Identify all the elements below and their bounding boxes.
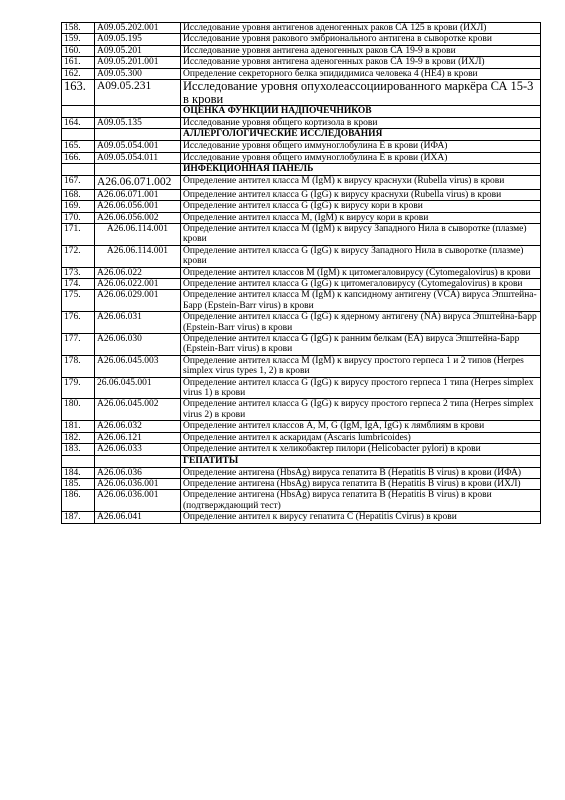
service-code: А26.06.022 bbox=[95, 267, 181, 278]
service-code: А26.06.045.003 bbox=[95, 355, 181, 377]
row-number: 169. bbox=[62, 201, 95, 212]
row-number: 175. bbox=[62, 290, 95, 312]
service-name: Определение антител к хеликобактер пилори (Helicobacter pylori) в крови bbox=[181, 444, 541, 455]
table-row bbox=[62, 45, 541, 56]
row-number: 182. bbox=[62, 432, 95, 443]
service-name: Определение антител класса G (IgG) к вирусу простого герпеса 1 типа (Herpes simplex virus 1) в крови bbox=[181, 377, 541, 399]
row-number: 166. bbox=[62, 152, 95, 163]
row-number: 173. bbox=[62, 267, 95, 278]
service-code: А26.06.071.001 bbox=[95, 189, 181, 200]
service-code: А26.06.114.001 bbox=[95, 223, 181, 245]
service-name: Определение антител класса G (IgG) к цитомегаловирусу (Cytomegalovirus) в крови bbox=[181, 279, 541, 290]
table-row bbox=[62, 176, 541, 190]
table-row bbox=[62, 312, 541, 334]
service-name: Определение антигена (HbsAg) вируса гепатита В (Hepatitis В virus) в крови (ИХЛ) bbox=[181, 478, 541, 489]
table-row bbox=[62, 152, 541, 163]
section-header-row bbox=[62, 455, 541, 467]
service-name: Определение антител класса М (IgM) к капсидному антигену (VCA) вируса Эпштейна-Барр (Epstein-Barr virus) в крови bbox=[181, 290, 541, 312]
empty-cell bbox=[62, 455, 95, 467]
service-code: А09.05.054.011 bbox=[95, 152, 181, 163]
service-name: Исследование уровня общего кортизола в крови bbox=[181, 118, 541, 129]
service-code: А26.06.056.002 bbox=[95, 212, 181, 223]
table-row bbox=[62, 467, 541, 478]
service-code: А09.05.201 bbox=[95, 45, 181, 56]
table-row bbox=[62, 377, 541, 399]
service-name: Исследование уровня антигенов аденогенных раков СА 125 в крови (ИХЛ) bbox=[181, 23, 541, 34]
service-name: Исследование уровня антигена аденогенных раков СА 19-9 в крови (ИХЛ) bbox=[181, 57, 541, 68]
services-table-body bbox=[62, 23, 541, 524]
table-row bbox=[62, 80, 541, 106]
empty-cell bbox=[62, 164, 95, 176]
service-name: Исследование уровня опухолеассоциированного маркёра СА 15-3 в крови bbox=[181, 80, 541, 106]
service-code: А09.05.195 bbox=[95, 34, 181, 45]
service-code: А26.06.036.001 bbox=[95, 478, 181, 489]
service-name: Определение антител класса М (IgM) к вирусу простого герпеса 1 и 2 типов (Herpes simplex virus types 1, 2) в крови bbox=[181, 355, 541, 377]
service-name: Определение антигена (HbsAg) вируса гепатита В (Hepatitis В virus) в крови (подтверждающий тест) bbox=[181, 490, 541, 512]
section-title: АЛЛЕРГОЛОГИЧЕСКИЕ ИССЛЕДОВАНИЯ bbox=[181, 129, 541, 141]
service-name: Определение антител класса G (IgG) к вирусу простого герпеса 2 типа (Herpes simplex virus 2) в крови bbox=[181, 399, 541, 421]
service-name: Исследование уровня общего иммуноглобулина Е в крови (ИФА) bbox=[181, 141, 541, 152]
service-name: Определение антител класса G (IgG) к вирусу Западного Нила в сыворотке (плазме) крови bbox=[181, 245, 541, 267]
service-name: Определение антител класса М (IgM) к вирусу Западного Нила в сыворотке (плазме) крови bbox=[181, 223, 541, 245]
section-title: ГЕПАТИТЫ bbox=[181, 455, 541, 467]
row-number: 179. bbox=[62, 377, 95, 399]
row-number: 170. bbox=[62, 212, 95, 223]
table-row bbox=[62, 34, 541, 45]
row-number: 159. bbox=[62, 34, 95, 45]
service-name: Исследование уровня ракового эмбрионального антигена в сыворотке крови bbox=[181, 34, 541, 45]
row-number: 187. bbox=[62, 512, 95, 523]
section-title: ОЦЕНКА ФУНКЦИИ НАДПОЧЕЧНИКОВ bbox=[181, 106, 541, 118]
table-row bbox=[62, 512, 541, 523]
service-code: А26.06.022.001 bbox=[95, 279, 181, 290]
service-name: Определение антител класса G (IgG) к вирусу кори в крови bbox=[181, 201, 541, 212]
service-code: А26.06.032 bbox=[95, 421, 181, 432]
row-number: 164. bbox=[62, 118, 95, 129]
service-name: Определение антител класса М (IgM) к вирусу краснухи (Rubella virus) в крови bbox=[181, 176, 541, 190]
section-header-row bbox=[62, 106, 541, 118]
service-code: А26.06.045.002 bbox=[95, 399, 181, 421]
service-name: Определение антител класса G (IgG) к ядерному антигену (NA) вируса Эпштейна-Барр (Epstein-Barr virus) в крови bbox=[181, 312, 541, 334]
row-number: 160. bbox=[62, 45, 95, 56]
table-row bbox=[62, 118, 541, 129]
row-number: 158. bbox=[62, 23, 95, 34]
service-name: Определение антител классов М (IgM) к цитомегаловирусу (Cytomegalovirus) в крови bbox=[181, 267, 541, 278]
service-name: Определение антител класса G (IgG) к ранним белкам (EA) вируса Эпштейна-Барр (Epstein-Barr virus) в крови bbox=[181, 334, 541, 356]
table-row bbox=[62, 334, 541, 356]
table-row bbox=[62, 399, 541, 421]
table-row bbox=[62, 444, 541, 455]
empty-cell bbox=[62, 106, 95, 118]
table-row bbox=[62, 189, 541, 200]
empty-cell bbox=[95, 129, 181, 141]
table-row bbox=[62, 201, 541, 212]
table-row bbox=[62, 141, 541, 152]
service-code: А26.06.121 bbox=[95, 432, 181, 443]
section-title: ИНФЕКЦИОННАЯ ПАНЕЛЬ bbox=[181, 164, 541, 176]
empty-cell bbox=[95, 106, 181, 118]
row-number: 161. bbox=[62, 57, 95, 68]
service-code: 26.06.045.001 bbox=[95, 377, 181, 399]
service-code: А26.06.031 bbox=[95, 312, 181, 334]
row-number: 172. bbox=[62, 245, 95, 267]
service-name: Определение антител к аскаридам (Ascaris lumbricoides) bbox=[181, 432, 541, 443]
table-row bbox=[62, 478, 541, 489]
section-header-row bbox=[62, 129, 541, 141]
service-name: Определение антител класса М, (IgM) к вирусу кори в крови bbox=[181, 212, 541, 223]
table-row bbox=[62, 267, 541, 278]
row-number: 165. bbox=[62, 141, 95, 152]
service-name: Определение антител к вирусу гепатита С (Hepatitis Cvirus) в крови bbox=[181, 512, 541, 523]
table-row bbox=[62, 212, 541, 223]
service-code: А26.06.071.002 bbox=[95, 176, 181, 190]
row-number: 176. bbox=[62, 312, 95, 334]
service-name: Определение антител класса G (IgG) к вирусу краснухи (Rubella virus) в крови bbox=[181, 189, 541, 200]
table-row bbox=[62, 421, 541, 432]
row-number: 184. bbox=[62, 467, 95, 478]
section-header-row bbox=[62, 164, 541, 176]
service-name: Определение секреторного белка эпидидимиса человека 4 (HE4) в крови bbox=[181, 68, 541, 79]
table-row bbox=[62, 245, 541, 267]
table-row bbox=[62, 432, 541, 443]
row-number: 167. bbox=[62, 176, 95, 190]
row-number: 174. bbox=[62, 279, 95, 290]
table-row bbox=[62, 490, 541, 512]
service-name: Определение антител классов А, М, G (IgM, IgA, IgG) к лямблиям в крови bbox=[181, 421, 541, 432]
service-code: А26.06.030 bbox=[95, 334, 181, 356]
service-code: А26.06.056.001 bbox=[95, 201, 181, 212]
service-name: Исследование уровня общего иммуноглобулина Е в крови (ИХА) bbox=[181, 152, 541, 163]
row-number: 163. bbox=[62, 80, 95, 106]
table-row bbox=[62, 290, 541, 312]
service-code: А09.05.202.001 bbox=[95, 23, 181, 34]
service-code: А09.05.231 bbox=[95, 80, 181, 106]
table-row bbox=[62, 355, 541, 377]
services-table bbox=[61, 22, 541, 524]
service-code: А09.05.054.001 bbox=[95, 141, 181, 152]
service-code: А09.05.300 bbox=[95, 68, 181, 79]
table-row bbox=[62, 57, 541, 68]
empty-cell bbox=[95, 164, 181, 176]
row-number: 168. bbox=[62, 189, 95, 200]
service-code: А26.06.036.001 bbox=[95, 490, 181, 512]
service-code: А26.06.029.001 bbox=[95, 290, 181, 312]
service-code: А26.06.036 bbox=[95, 467, 181, 478]
table-row bbox=[62, 68, 541, 79]
empty-cell bbox=[95, 455, 181, 467]
table-row bbox=[62, 223, 541, 245]
row-number: 162. bbox=[62, 68, 95, 79]
row-number: 171. bbox=[62, 223, 95, 245]
row-number: 185. bbox=[62, 478, 95, 489]
service-code: А26.06.033 bbox=[95, 444, 181, 455]
service-code: А26.06.041 bbox=[95, 512, 181, 523]
row-number: 180. bbox=[62, 399, 95, 421]
row-number: 183. bbox=[62, 444, 95, 455]
row-number: 186. bbox=[62, 490, 95, 512]
row-number: 178. bbox=[62, 355, 95, 377]
table-row bbox=[62, 23, 541, 34]
empty-cell bbox=[62, 129, 95, 141]
table-row bbox=[62, 279, 541, 290]
services-price-list bbox=[61, 22, 540, 524]
row-number: 177. bbox=[62, 334, 95, 356]
service-name: Определение антигена (HbsAg) вируса гепатита В (Hepatitis В virus) в крови (ИФА) bbox=[181, 467, 541, 478]
service-code: А26.06.114.001 bbox=[95, 245, 181, 267]
service-name: Исследование уровня антигена аденогенных раков СА 19-9 в крови bbox=[181, 45, 541, 56]
row-number: 181. bbox=[62, 421, 95, 432]
service-code: А09.05.201.001 bbox=[95, 57, 181, 68]
service-code: А09.05.135 bbox=[95, 118, 181, 129]
